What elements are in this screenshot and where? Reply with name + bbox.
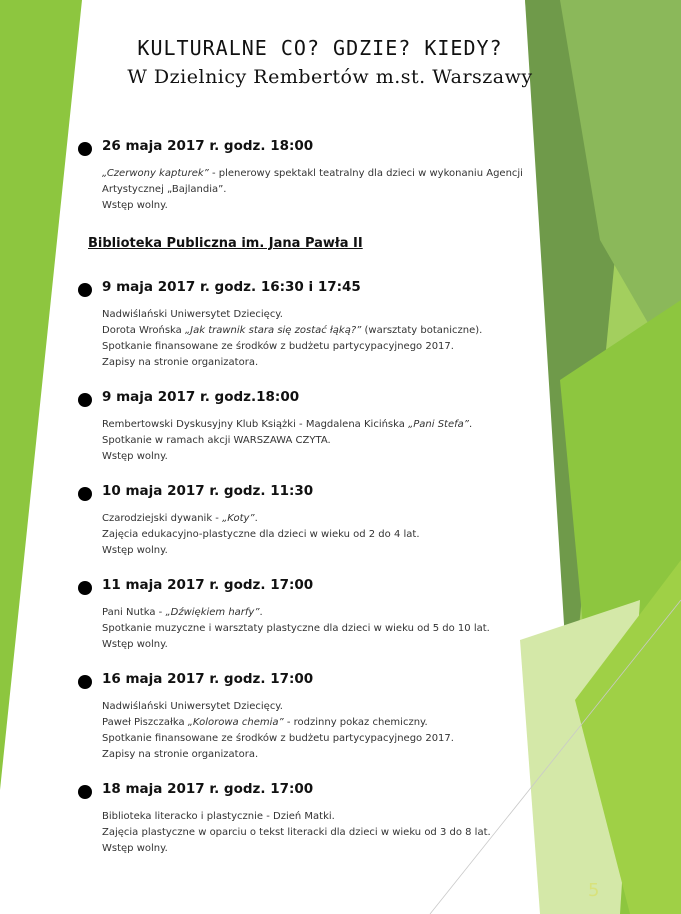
event-description [102,809,548,857]
bullet-icon [78,785,92,799]
event-line: Wstęp wolny. [102,545,168,556]
event-item [78,138,548,214]
event-item [78,483,548,559]
event-line: Zajęcia edukacyjno-plastyczne dla dzieci w wieku od 2 do 4 lat. [102,529,420,540]
bullet-icon [78,581,92,595]
event-title: „Jak trawnik stara się zostać łąką?” [184,325,362,336]
event-line [102,511,548,527]
event-line: Spotkanie muzyczne i warsztaty plastyczne dla dzieci w wieku od 5 do 10 lat. [102,623,490,634]
event-text: . [254,513,258,524]
event-line: Nadwiślański Uniwersytet Dziecięcy. [102,701,283,712]
event-text: . [468,419,473,430]
event-item [78,279,548,371]
event-line: Wstęp wolny. [102,451,168,462]
event-date: 18 maja 2017 r. godz. 17:00 [102,781,314,797]
event-line: Biblioteka literacko i plastycznie - Dzień Matki. [102,811,335,822]
event-date: 9 maja 2017 r. godz. 16:30 i 17:45 [102,279,361,295]
event-line: Wstęp wolny. [102,200,168,211]
event-text: Pani Nutka - [102,607,166,618]
event-description [102,605,548,653]
section-title: Biblioteka Publiczna im. Jana Pawła II [88,236,363,251]
event-title: „Pani Stefa” [408,419,469,430]
event-title: „Kolorowa chemia” [187,717,284,728]
event-line: Zapisy na stronie organizatora. [102,749,259,760]
event-text: Paweł Piszczałka [102,717,188,728]
event-item [78,577,548,653]
event-date: 9 maja 2017 r. godz.18:00 [102,389,300,405]
event-date: 10 maja 2017 r. godz. 11:30 [102,483,314,499]
event-text: - plenerowy spektakl teatralny dla dzieci w wykonaniu Agencji [208,168,523,179]
page-number: 5 [588,880,600,901]
event-item [78,671,548,763]
event-text: Czarodziejski dywanik - [102,513,223,524]
event-line: Zajęcia plastyczne w oparciu o tekst literacki dla dzieci w wieku od 3 do 8 lat. [102,827,491,838]
event-description [102,166,548,214]
event-line: Spotkanie finansowane ze środków z budżetu partycypacyjnego 2017. [102,733,454,744]
event-text: (warsztaty botaniczne). [361,325,483,336]
event-description [102,511,548,559]
event-item [78,781,548,857]
event-line: Wstęp wolny. [102,639,168,650]
event-line [102,715,548,731]
event-line [102,605,548,621]
event-list [78,138,548,875]
header-subtitle: W Dzielnicy Rembertów m.st. Warszawy [127,66,533,88]
event-line: Zapisy na stronie organizatora. [102,357,259,368]
event-title: „Czerwony kapturek” [102,168,209,179]
bullet-icon [78,393,92,407]
page-header [0,36,620,88]
event-item [78,389,548,465]
event-text: Rembertowski Dyskusyjny Klub Książki - Magdalena Kicińska [102,419,409,430]
event-date: 26 maja 2017 r. godz. 18:00 [102,138,314,154]
event-description [102,417,548,465]
event-date: 16 maja 2017 r. godz. 17:00 [102,671,314,687]
event-text: - rodzinny pokaz chemiczny. [283,717,428,728]
event-text: Dorota Wrońska [102,325,185,336]
bullet-icon [78,675,92,689]
event-line [102,417,548,433]
bullet-icon [78,283,92,297]
event-line: Nadwiślański Uniwersytet Dziecięcy. [102,309,283,320]
event-line [102,323,548,339]
event-line: Wstęp wolny. [102,843,168,854]
left-green-strip [0,0,82,790]
event-text: . [259,607,263,618]
bullet-icon [78,487,92,501]
event-description [102,699,548,763]
header-title: KULTURALNE CO? GDZIE? KIEDY? [137,36,503,60]
event-title: „Dźwiękiem harfy” [165,607,260,618]
event-title: „Koty” [222,513,255,524]
event-line: Spotkanie w ramach akcji WARSZAWA CZYTA. [102,435,331,446]
bullet-icon [78,142,92,156]
event-description [102,307,548,371]
event-line [102,166,548,182]
event-line: Artystycznej „Bajlandia”. [102,184,227,195]
event-line: Spotkanie finansowane ze środków z budżetu partycypacyjnego 2017. [102,341,454,352]
event-date: 11 maja 2017 r. godz. 17:00 [102,577,314,593]
